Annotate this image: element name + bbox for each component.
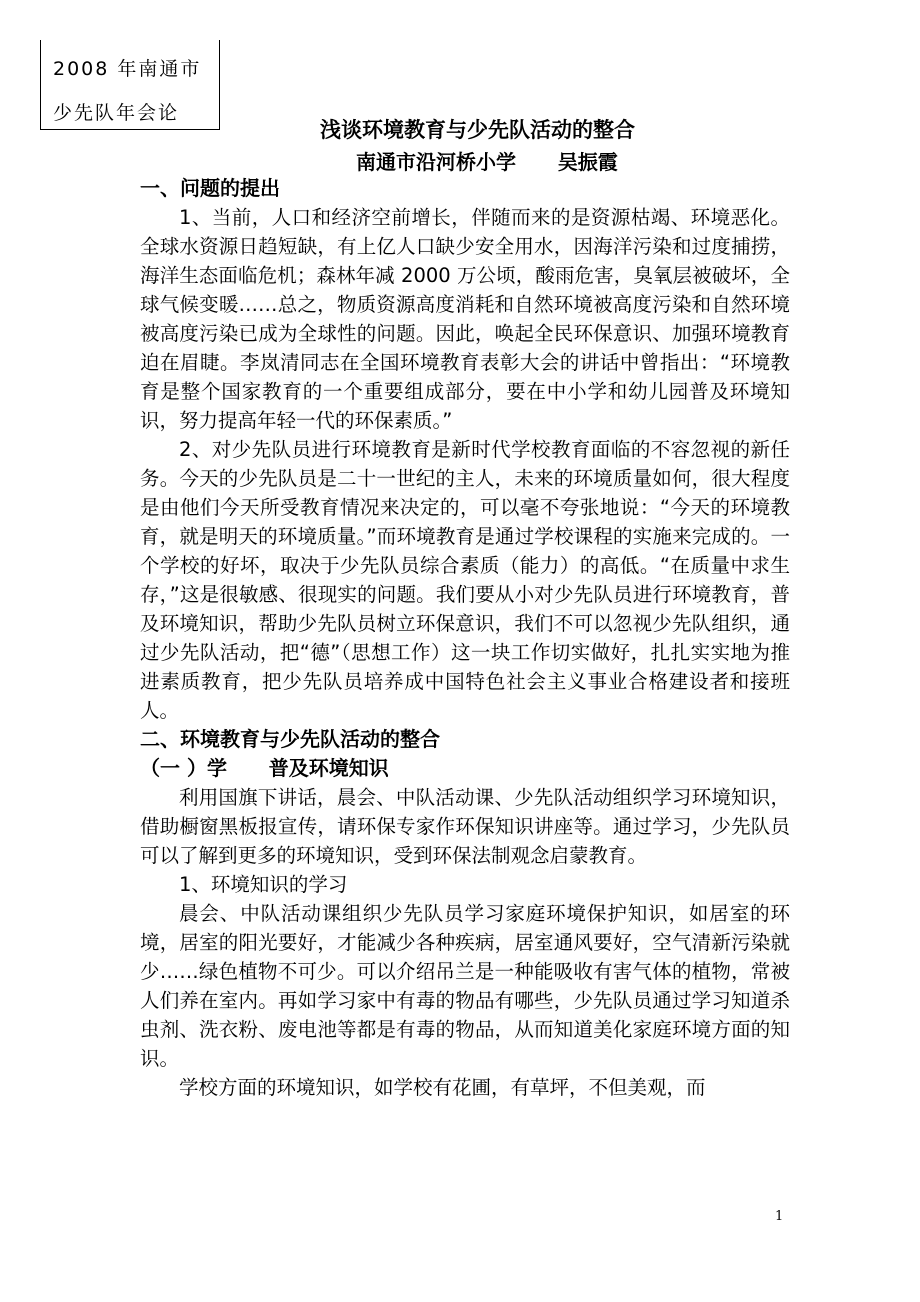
author-line: 南通市沿河桥小学 吴振霞 <box>356 150 618 174</box>
document-title: 浅谈环境教育与少先队活动的整合 <box>320 118 635 142</box>
document-body <box>140 174 790 1102</box>
section2-paragraph1: 利用国旗下讲话，晨会、中队活动课、少先队活动组织学习环境知识，借助橱窗黑板报宣传，请环保专家作环保知识讲座等。通过学习，少先队员可以了解到更多的环境知识，受到环保法制观念启蒙教育。 <box>140 786 790 867</box>
section2-subheading: （一 ）学 普及环境知识 <box>140 756 389 780</box>
section2-item1-paragraph1: 晨会、中队活动课组织少先队员学习家庭环境保护知识，如居室的环境，居室的阳光要好，才能减少各种疾病，居室通风要好，空气清新污染就少……绿色植物不可少。可以介绍吊兰是一种能吸收有害气体的植物，常被人们养在室内。再如学习家中有毒的物品有哪些，少先队员通过学习知道杀虫剂、洗衣粉、废电池等都是有毒的物品，从而知道美化家庭环境方面的知识。 <box>140 902 790 1070</box>
section2-item1-title: 1、环境知识的学习 <box>179 873 348 896</box>
section2-item1-paragraph2: 学校方面的环境知识，如学校有花圃，有草坪，不但美观，而 <box>179 1076 706 1099</box>
conference-label-line1: 2008 年南通市 <box>53 58 202 80</box>
page-number: 1 <box>775 1209 784 1224</box>
section2-heading: 二、环境教育与少先队活动的整合 <box>140 727 440 751</box>
conference-label-box <box>40 40 220 130</box>
section1-paragraph2: 2、对少先队员进行环境教育是新时代学校教育面临的不容忽视的新任务。今天的少先队员是二十一世纪的主人，未来的环境质量如何，很大程度是由他们今天所受教育情况来决定的，可以毫不夸张地说：“今天的环境教育，就是明天的环境质量。”而环境教育是通过学校课程的实施来完成的。一个学校的好坏，取决于少先队员综合素质（能力）的高低。“在质量中求生存，”这是很敏感、很现实的问题。我们要从小对少先队员进行环境教育，普及环境知识，帮助少先队员树立环保意识，我们不可以忽视少先队组织，通过少先队活动，把“德”（思想工作）这一块工作切实做好，扎扎实实地为推进素质教育，把少先队员培养成中国特色社会主义事业合格建设者和接班人。 <box>140 438 790 722</box>
conference-label-line2: 少先队年会论 <box>53 102 180 124</box>
section1-heading: 一、问题的提出 <box>140 176 280 200</box>
section1-paragraph1: 1、当前，人口和经济空前增长，伴随而来的是资源枯竭、环境恶化。全球水资源日趋短缺，有上亿人口缺少安全用水，因海洋污染和过度捕捞，海洋生态面临危机；森林年减 2000 万公顷，酸雨危害，臭氧层被破坏，全球气候变暖……总之，物质资源高度消耗和自然环境被高度污染和自然环境被高度污染已成为全球性的问题。因此，唤起全民环保意识、加强环境教育迫在眉睫。李岚清同志在全国环境教育表彰大会的讲话中曾指出：“环境教育是整个国家教育的一个重要组成部分，要在中小学和幼儿园普及环境知识，努力提高年轻一代的环保素质。” <box>140 206 790 432</box>
